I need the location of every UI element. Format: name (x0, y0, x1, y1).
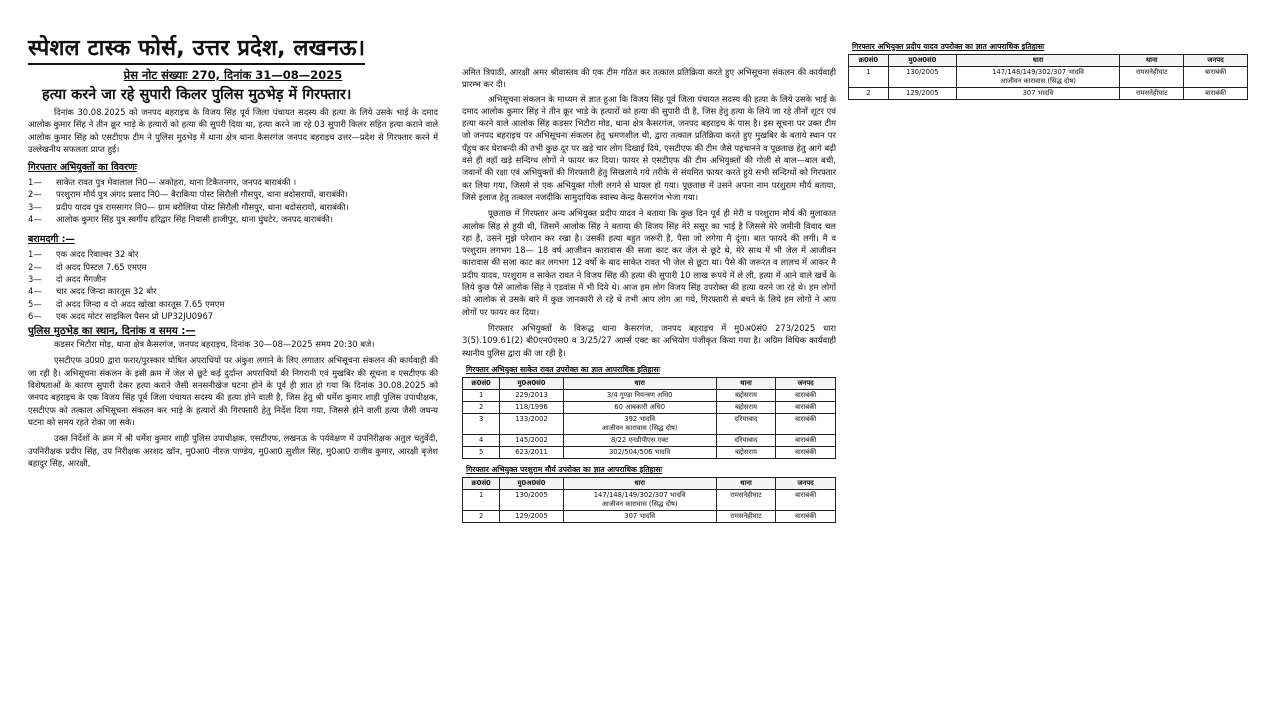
table-cell: रामसनेहीघाट (716, 489, 776, 510)
encounter-place: कडसर भिटौरा मोड़, थाना क्षेत्र कैसरगंज, जनपद बहराइच, दिनांक 30—08—2025 समय 20:30 बजे। (54, 339, 375, 350)
table-cell: 129/2005 (888, 88, 956, 100)
recovery-item (28, 273, 438, 285)
table-row (463, 434, 836, 446)
table-cell: रामसनेहीघाट (1120, 67, 1184, 88)
table-cell: 130/2005 (888, 67, 956, 88)
table-cell: 130/2005 (500, 489, 563, 510)
list-item-text: एक अदद रिवाल्वर 32 बोर (56, 249, 139, 260)
table-row (849, 67, 1248, 88)
recovery-heading: बरामदगी :— (28, 234, 75, 246)
table-cell: 129/2005 (500, 510, 563, 522)
column-header: क्र0सं0 (463, 477, 500, 489)
table-cell: बाराबंकी (776, 446, 836, 458)
recovery-item (28, 261, 438, 273)
table-cell: 3/4 गुण्डा नियन्त्रण अधि0 (563, 389, 716, 401)
pradeep-history-table (848, 54, 1248, 100)
list-item-text: चार अदद जिन्दा कारतूस 32 बोर (56, 286, 157, 297)
list-item-number: 2— (28, 189, 42, 200)
table-cell: बाराबंकी (776, 434, 836, 446)
arrested-heading: गिरफ्तार अभियुक्तों का विवरणः (28, 162, 137, 174)
column-header: थाना (716, 377, 776, 389)
saket-history-caption: गिरफ्तार अभियुक्त साकेत रावत उपरोक्त का ज्ञात आपराधिक इतिहासः (466, 364, 660, 374)
list-item-text: एक अदद मोटर साइकिल पैसन प्रो UP32JU0967 (56, 310, 214, 321)
table-cell: 3 (463, 413, 500, 434)
middle-paragraph: अभिसूचना संकलन के माध्यम से ज्ञात हुआ कि विजय सिंह पूर्व जिला पंचायत सदस्य की हत्या के लिये उसके भाई के दमाद आलोक कुमार सिंह ने तीन क्रूर भाड़े के हत्यारों को हत्या की सुपारी दी है, जिस हेतु हत्या के लिये जा रहे तीनों शूटर एवं हत्या करने वाले आलोक सिंह कडसर भिटौरा मोड, थाना क्षेत्र कैसरगंज, जनपद बहराइच के पास है। इस सूचना पर उक्त टीम जो जनपद बहराइच पर अभिसूचना संकलन हेतु भ्रमणशील थी, द्वारा तत्काल प्रतिक्रिया करते हुए मुखबिर के बताये स्थान पर पँहुच कर घेराबन्दी की तभी कुछ दूर पर खड़े चार लोग दिखाई दिये, एसटीएफ की टीम जैसे पहचानने व पूछताछ हेतु आगे बढ़ी वसे ही वहॉ खड़े सन्दिग्ध लोगों ने फायर कर दिया। फायर से एसटीएफ की टीम अभियुक्तों की गोली से बाल—बाल बची, जवानों की रक्षा एवं अभियुक्तों की गिरफ्तारी हेतु सिखलाये गये तरीके से संयमित फायर करते हुये सभी सन्दिग्धों को गिरफ्तार कर लिया गया, जिसमे से एक अभियुक्त गोली लगने से घायल हो गया। पूछताछ में उसने अपना नाम परशुराम मौर्य बताया, जिसे इलाज हेतु तत्काल नजदीकि सामुदायिक स्वास्थ केन्द्र कैसरगंज भेजा गया। (462, 93, 836, 202)
recovery-item (28, 248, 438, 260)
table-row (463, 510, 836, 522)
list-item-number: 2— (28, 261, 42, 272)
table-cell: 307 भादवि (563, 510, 716, 522)
list-item-text: आलोक कुमार सिंह पुत्र स्वर्गीय हरिद्वार सिंह निवासी हाजीपुर, थाना घुंघटेर, जनपद बाराबंकी। (56, 214, 333, 225)
table-cell: बाराबंकी (1184, 88, 1248, 100)
recovery-list (28, 248, 438, 322)
arrested-item (28, 213, 438, 225)
table-cell: बद्दोसराय (716, 389, 776, 401)
table-header-row (463, 377, 836, 389)
table-cell: 392 भादवि आजीवन कारावास (सिद्ध दोष) (563, 413, 716, 434)
table-cell: 133/2002 (500, 413, 563, 434)
list-item-text: दो अदद जिन्दा व दो अदद खोखा कारतूस 7.65 एमएम (56, 298, 225, 309)
column-header: जनपद (776, 477, 836, 489)
encounter-heading: पुलिस मुठभेड़ का स्थान, दिनांक व समय :— (28, 326, 196, 338)
list-item-number: 1— (28, 177, 42, 188)
column-header: धारा (563, 377, 716, 389)
table-cell: दरियाबाद (716, 413, 776, 434)
middle-paragraph: अमित त्रिपाठी, आरक्षी अमर श्रीवास्तव की एक टीम गठित कर तत्काल प्रतिक्रिया करते हुए अभिसूचना संकलन की कार्यवाही प्रारम्भ कर दी। (462, 67, 836, 90)
middle-column (462, 66, 836, 523)
column-header: धारा (956, 55, 1120, 67)
list-item-number: 1— (28, 249, 42, 260)
table-cell: 2 (849, 88, 889, 100)
recovery-item (28, 310, 438, 322)
table-cell: बाराबंकी (776, 510, 836, 522)
table-cell: 1 (463, 389, 500, 401)
table-cell: बद्दोसराय (716, 401, 776, 413)
list-item-number: 3— (28, 201, 42, 212)
list-item-number: 4— (28, 214, 42, 225)
list-item-number: 3— (28, 273, 42, 284)
table-header-row (849, 55, 1248, 67)
intro-paragraph: दिनांक 30.08.2025 को जनपद बहराइच के विजय सिंह पूर्व जिला पंचायत सदस्य की हत्या के लिये उसके भाई के दमाद आलोक कुमार सिंह ने तीन क्रूर भाड़े के हत्यारों को हत्या की सुपरी दिया था, हत्या करने जा रहे 03 सुपारी किलर सहित हत्या कराने वाले आलोक कुमार सिंह को एसटीएफ टीम ने पुलिस मुठभेड़ में थाना क्षेत्र थाना कैसरगंज जनपद बहराइच उत्तर—प्रदेश से गिरफ्तार करने में उल्लेखनीय सफलता प्राप्त हुई। (28, 107, 438, 154)
table-row (463, 401, 836, 413)
table-cell: 1 (849, 67, 889, 88)
table-cell: 2 (463, 510, 500, 522)
table-cell: बद्दोसराय (716, 446, 776, 458)
table-cell: 147/148/149/302/307 भादवि आजीवन कारावास (सिद्ध दोष) (563, 489, 716, 510)
column-header: मु0अ0सं0 (888, 55, 956, 67)
list-item-text: परशुराम मौर्य पुत्र अंगद प्रसाद नि0— बैराकिया पोस्ट सिरौली गौसपुर, थाना बदोसरायों, बाराबंकी। (56, 189, 348, 200)
press-note-number: प्रेस नोट संख्याः 270, दिनांक 31—08—2025 (123, 68, 343, 82)
table-cell: 147/148/149/302/307 भादवि आजीवन कारावास (सिद्ध दोष) (956, 67, 1120, 88)
column-header: क्र0सं0 (463, 377, 500, 389)
table-cell: बाराबंकी (776, 389, 836, 401)
column-header: जनपद (1184, 55, 1248, 67)
arrested-list (28, 176, 438, 225)
column-header: मु0अ0सं0 (500, 477, 563, 489)
table-row (463, 389, 836, 401)
table-cell: रामसनेहीघाट (716, 510, 776, 522)
table-cell: रामसनेहीघाट (1120, 88, 1184, 100)
table-cell: बाराबंकी (776, 413, 836, 434)
table-cell: 623/2011 (500, 446, 563, 458)
list-item-number: 4— (28, 286, 42, 297)
table-cell: 118/1996 (500, 401, 563, 413)
list-item-text: साकेत रावत पुत्र मेवालाल नि0— अकोहरा, थाना टिकैतनगर, जनपद बाराबंकी । (56, 177, 297, 188)
middle-paragraph: गिरफ्तार अभियुक्तों के विरूद्ध थाना कैसरगंज, जनपद बहराइच में मु0अ0सं0 273/2025 धारा 3(5).109.61(2) बी0एन0एस0 व 3/25/27 आर्म्स एक्ट का अभियोग पंजीकृत किया गया है। अग्रिम विधिक कार्यवाही स्थानीय पुलिस द्वारा की जा रही है। (462, 322, 836, 358)
table-cell: 2 (463, 401, 500, 413)
column-header: थाना (716, 477, 776, 489)
list-item-number: 5— (28, 298, 42, 309)
column-header: क्र0सं0 (849, 55, 889, 67)
table-row (463, 446, 836, 458)
table-cell: बाराबंकी (776, 401, 836, 413)
table-cell: 60 आबकारी अधि0 (563, 401, 716, 413)
column-header: जनपद (776, 377, 836, 389)
parshuram-history-table (462, 477, 836, 523)
table-cell: 8/22 एनडीपीएस एक्ट (563, 434, 716, 446)
headline: हत्या करने जा रहे सुपारी किलर पुलिस मुठभेड़ में गिरफ्तार। (42, 87, 352, 103)
list-item-text: दो अदद मैगजीन (56, 273, 106, 284)
arrested-item (28, 201, 438, 213)
table-row (463, 489, 836, 510)
recovery-item (28, 298, 438, 310)
table-cell: 307 भादवि (956, 88, 1120, 100)
table-header-row (463, 477, 836, 489)
left-paragraph: उक्त निर्देशों के क्रम में श्री धर्मेश कुमार शाही पुलिस उपाधीक्षक, एसटीएफ, लखनऊ के पर्यवेक्षण में उपनिरीक्षक अतुल चतुर्वेदी, उपनिरीक्षक प्रदीप सिंह, उप निरीक्षक अरशद खॉन, मु0आ0 नीरज पाण्डेय, मु0आ0 सुशील सिंह, मु0आ0 राजीव कुमार, आरक्षी बृजेश बहादुर सिंह, आरक्षी, (28, 433, 438, 468)
document-title: स्पेशल टास्क फोर्स, उत्तर प्रदेश, लखनऊ। (28, 36, 365, 65)
column-header: थाना (1120, 55, 1184, 67)
table-cell: 4 (463, 434, 500, 446)
middle-paragraph: पूछताछ में गिरफ्तार अन्य अभियुक्त प्रदीप यादव ने बताया कि कुछ दिन पूर्व ही मेरी व परशुराम मौर्य की मुलाकात आलोक सिंह से हुयी थी, जिसमें आलोक सिंह ने बताया की विजय सिंह मेरे ससुर का भाई है जिससे मेरे जमीनी विवाद चल रहा है, उसने मुझे परेशान कर रखा है। उसकी हत्या बहुत जरूरी है, पैसा जो लगेगा मै दूंगा। बात फायदे की लगी। मै व परशुराम लगभग 18— 18 वर्ष आजीवन कारावास की सजा काट कर जेल से छूटे थे, मेरे साथ में भी जेल में आजीवन कारावास की सजा काट कर लगभग 12 वर्षो के बाद साकेत रावत भी जेल से छूटा था। पैसे की जरूरत व लालच में आकर मै प्रदीप यादव, परशुराम व साकेत रावत ने विजय सिंह की हत्या की सुपारी 10 लाख रूपये में ले ली, हत्या में आने वाले खर्चे के लिये कुछ पैसे आलोक सिंह ने एडवांस में भी दिये थे। आज हम लोग विजय सिंह उपरोक्त की हत्या करने जा रहे थे। हम लोगों को आलोक से उसके बारे में कुछ जानकारी ले रहे थे तभी आप लोग आ गये, गिरफ्तारी से बचने के लिये हम लोगों ने आप लोगों पर फायर कर दिया। (462, 208, 836, 317)
arrested-item (28, 176, 438, 188)
table-cell: 302/504/506 भादवि (563, 446, 716, 458)
column-header: धारा (563, 477, 716, 489)
column-header: मु0अ0सं0 (500, 377, 563, 389)
list-item-text: प्रदीप यादव पुत्र रामसागर नि0— ग्राम बरौलिया पोस्ट सिरौली गौसपुर, थाना बदोसरायों, बाराबंकी। (56, 201, 349, 212)
list-item-number: 6— (28, 310, 42, 321)
arrested-item (28, 188, 438, 200)
table-cell: 229/2013 (500, 389, 563, 401)
pradeep-history-caption: गिरफ्तार अभियुक्त प्रदीप यादव उपरोक्त का ज्ञात आपराधिक इतिहासः (852, 42, 1045, 51)
table-row (849, 88, 1248, 100)
table-cell: 145/2002 (500, 434, 563, 446)
left-paragraph: एसटीएफ उ0प्र0 द्वारा फरार/पुरस्कार घोषित अपराधियों पर अंकुश लगाने के लिए लगातार अभिसूचना संकलन की कार्यवाही की जा रही है। अभिसूचना संकलन के इसी क्रम में जेल से छूटे कई दुर्दान्त अपराधियों की निगरानी एवं मुखबिर की सूचना व एसटीएफ की विशेषताओं के कारण सुपारी देकर हत्या कराने जैसी सनसनीखेज घटना होने के पूर्व ही ज्ञात हो गया कि दिनांक 30.08.2025 को जनपद बहराइच के एक विजय सिंह पूर्व जिला पंचायत सदस्य की हत्या होने वाली है, जिस हेतु श्री धर्मेश कुमार शाही पुलिस उपाधीक्षक, एसटीएफ को तत्काल अभिसूचना संकलन कर भाड़े के हत्यारों की गिरफ्तारी हेतु निर्देश दिया गया, जिससे होने वाली हत्या जैसी जघन्य घटना को समय रहते रोका जा सके। (28, 355, 438, 427)
left-column (28, 36, 438, 469)
parshuram-history-caption: गिरफ्तार अभियुक्त परशुराम मौर्य उपरोक्त का ज्ञात आपराधिक इतिहासः (466, 464, 663, 474)
list-item-text: दो अदद पिस्टल 7.65 एमएम (56, 261, 147, 272)
table-cell: बाराबंकी (1184, 67, 1248, 88)
table-cell: 5 (463, 446, 500, 458)
table-cell: बाराबंकी (776, 489, 836, 510)
right-column (848, 40, 1248, 100)
table-cell: 1 (463, 489, 500, 510)
table-row (463, 413, 836, 434)
saket-history-table (462, 377, 836, 459)
table-cell: दरियाबाद (716, 434, 776, 446)
recovery-item (28, 285, 438, 297)
